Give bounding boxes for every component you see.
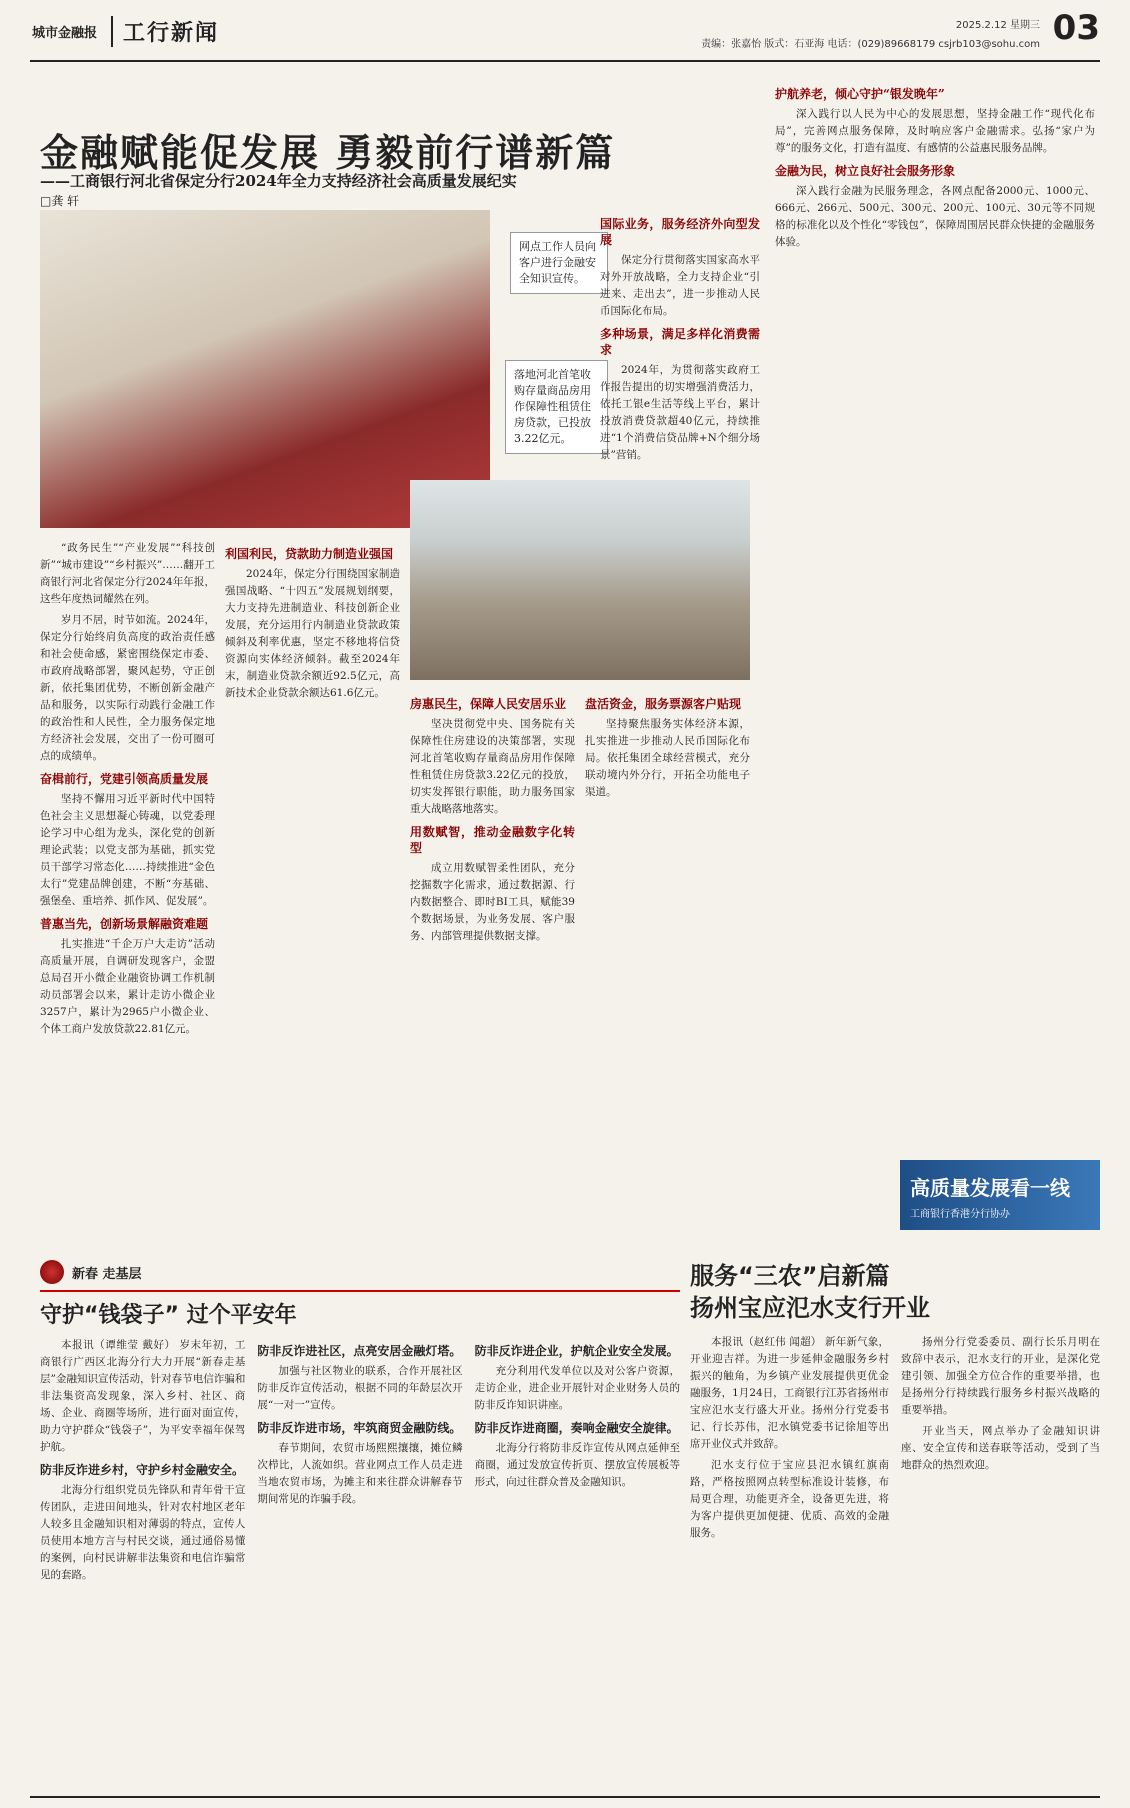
page-header-left <box>32 16 219 47</box>
branch-body <box>690 1334 1100 1546</box>
new-year-sub-4: 防非反诈进企业，护航企业安全发展。 <box>474 1344 679 1358</box>
main-headline: 金融赋能促发展 勇毅前行谱新篇 <box>40 131 616 175</box>
branch-headline-1: 服务“三农”启新篇 <box>690 1262 890 1290</box>
author: □龚 轩 <box>40 194 80 208</box>
section-title: 工行新闻 <box>111 16 219 47</box>
header-rule <box>30 60 1100 62</box>
new-year-sub-2: 防非反诈进社区，点亮安居金融灯塔。 <box>257 1344 462 1358</box>
page-number: 03 <box>1052 8 1100 48</box>
new-year-body-4: 充分利用代发单位以及对公客户资源，走访企业，进企业开展针对企业财务人员的防非反诈知识讲座。 <box>474 1365 680 1411</box>
branch-paragraph-4: 开业当天，网点举办了金融知识讲座、安全宣传和送春联等活动，受到了当地群众的热烈欢迎。 <box>901 1425 1100 1471</box>
article-branch-opening <box>690 1260 1100 1546</box>
column-far-right <box>775 80 1095 255</box>
new-year-body-2: 加强与社区物业的联系，合作开展社区防非反诈宣传活动，根据不同的年龄层次开展“一对一”宣传。 <box>257 1365 463 1411</box>
column-3 <box>410 690 575 949</box>
promo-banner <box>900 1160 1100 1230</box>
issue-date: 2025.2.12 星期三 <box>955 20 1040 31</box>
section-title-party: 奋楫前行，党建引领高质量发展 <box>40 772 209 786</box>
new-year-lead: 本报讯（谭维莹 戴好） 岁末年初，工商银行广西区北海分行大力开展“新春走基层”金融知识宣传活动，针对春节电信诈骗和非法集资高发现象，深入乡村、社区、商场、企业、商圈等场所，进行面对面宣传，助力守护群众“钱袋子”，为平安幸福年保驾护航。 <box>40 1339 246 1453</box>
footer-rule <box>30 1796 1100 1798</box>
section-body-manufacturing: 2024年，保定分行围绕国家制造强国战略、“十四五”发展规划纲要，大力支持先进制造业、科技创新企业发展，充分运用行内制造业贷款政策倾斜及利率优惠，坚定不移地将信贷资源向实体经济倾斜。截至2024年末，制造业贷款余额近92.5亿元，高新技术企业贷款余额达61.6亿元。 <box>225 568 400 699</box>
section-body-discount: 坚持聚焦服务实体经济本源，扎实推进一步推动人民币国际化布局。依托集团全球经营模式，充分联动境内外分行，开拓全功能电子渠道。 <box>585 718 750 798</box>
intro-paragraph-2: 岁月不居，时节如流。2024年，保定分行始终肩负高度的政治责任感和社会使命感，紧密围绕保定市委、市政府战略部署，聚风起势，守正创新，依托集团优势，不断创新金融产品和服务，以实际行动践行金融工作的政治性和人民性，全力服务保定地方经济社会发展，交出了一份可圈可点的成绩单。 <box>40 614 215 762</box>
intro-paragraph-1: “政务民生”“产业发展”“科技创新”“城市建设”“乡村振兴”……翻开工商银行河北省保定分行2024年年报，这些年度热词耀然在列。 <box>40 542 215 605</box>
promo-title: 高质量发展看一线 <box>910 1176 1070 1200</box>
photo-caption-1: 网点工作人员向客户进行金融安全知识宣传。 <box>510 232 608 294</box>
column-1 <box>40 540 215 1042</box>
column-4 <box>585 690 750 805</box>
section-body-housing: 坚决贯彻党中央、国务院有关保障性住房建设的决策部署，实现河北首笔收购存量商品房用作保障性租赁住房贷款3.22亿元的投放，切实发挥银行职能，助力服务国家重大战略落地落实。 <box>410 718 575 815</box>
branch-paragraph-2: 氾水支行位于宝应县氾水镇红旗南路，严格按照网点转型标准设计装修，布局更合理，功能更齐全，设备更先进，将为客户提供更加便捷、优质、高效的金融服务。 <box>690 1459 889 1539</box>
section-body-elderly: 深入践行以人民为中心的发展思想，坚持金融工作“现代化布局”，完善网点服务保障，及时响应客户金融需求。弘扬“家户为尊”的服务文化，打造有温度、有感情的公益惠民服务品牌。 <box>775 108 1095 154</box>
new-year-sub-3: 防非反诈进市场，牢筑商贸金融防线。 <box>257 1421 462 1435</box>
new-year-body-3: 春节期间，农贸市场熙熙攘攘，摊位鳞次栉比，人流如织。营业网点工作人员走进当地农贸市场，为摊主和来往群众讲解春节期间常见的诈骗手段。 <box>257 1442 463 1505</box>
section-title-digital: 用数赋智，推动金融数字化转型 <box>410 825 575 855</box>
new-year-tag <box>40 1260 680 1284</box>
section-title-discount: 盘活资金，服务票源客户贴现 <box>585 697 742 711</box>
section-body-service: 深入践行金融为民服务理念，各网点配备2000元、1000元、666元、266元、500元、300元、200元、100元、30元等不同规格的标准化以及个性化“零钱包”，保障周围居民群众快捷的金融服务体验。 <box>775 185 1095 248</box>
section-title-elderly: 护航养老，倾心守护“银发晚年” <box>775 87 945 101</box>
photo-housing <box>410 480 750 680</box>
column-right-top <box>600 210 760 468</box>
branch-headline-2: 扬州宝应氾水支行开业 <box>690 1294 930 1322</box>
new-year-label: 新春 走基层 <box>72 1266 142 1282</box>
section-title-international: 国际业务，服务经济外向型发展 <box>600 217 760 247</box>
paper-name: 城市金融报 <box>32 26 98 41</box>
section-body-digital: 成立用数赋智柔性团队，充分挖掘数字化需求，通过数据源、行内数据整合、即时BI工具，赋能39个数据场景，为业务发展、客户服务、内部管理提供数据支撑。 <box>410 862 575 942</box>
column-2 <box>225 540 400 706</box>
section-body-party: 坚持不懈用习近平新时代中国特色社会主义思想凝心铸魂，以党委理论学习中心组为龙头，深化党的创新理论武装；以党支部为基础，抓实党员干部学习常态化……持续推进“金色太行”党建品牌创建，不断“夯基础、强堡垒、重培养、抓作风、促发展”。 <box>40 793 215 907</box>
header-meta <box>701 16 1040 50</box>
section-body-inclusive: 扎实推进“千企万户大走访”活动高质量开展，自调研发现客户，金盟总局召开小微企业融资协调工作机制动员部署会以来，累计走访小微企业3257户，累计为2965户小微企业、个体工商户发放贷款22.81亿元。 <box>40 938 215 1035</box>
photo-caption-2: 落地河北首笔收购存量商品房用作保障性租赁住房贷款，已投放3.22亿元。 <box>505 360 608 454</box>
section-title-manufacturing: 利国利民，贷款助力制造业强国 <box>225 547 394 561</box>
section-body-consumption: 2024年，为贯彻落实政府工作报告提出的切实增强消费活力，依托工银e生活等线上平台，累计投放消费贷款超40亿元，持续推进“1个消费信贷品牌+N个细分场景”营销。 <box>600 364 760 461</box>
section-title-housing: 房惠民生，保障人民安居乐业 <box>410 697 567 711</box>
branch-paragraph-1: 本报讯（赵红伟 闻超） 新年新气象，开业迎吉祥。为进一步延伸金融服务乡村振兴的触角，为乡镇产业发展提供更优金融服务，1月24日，工商银行江苏省扬州市宝应氾水支行盛大开业。扬州分行党委书记、行长苏伟，氾水镇党委书记徐旭等出席开业仪式并致辞。 <box>690 1336 889 1450</box>
new-year-body-1: 北海分行组织党员先锋队和青年骨干宣传团队，走进田间地头，针对农村地区老年人较多且金融知识相对薄弱的特点，宣传人员使用本地方言与村民交谈，通过通俗易懂的案例，向村民讲解非法集资和电信诈骗常见的套路。 <box>40 1484 246 1581</box>
editor-line: 责编：张嘉怡 版式：石亚海 电话：(029)89668179 csjrb103@sohu.com <box>701 39 1040 50</box>
new-year-body-5: 北海分行将防非反诈宣传从网点延伸至商圈，通过发放宣传折页、摆放宣传展板等形式，向过往群众普及金融知识。 <box>474 1442 680 1488</box>
dragon-icon <box>40 1260 64 1284</box>
new-year-sub-5: 防非反诈进商圈，奏响金融安全旋律。 <box>474 1421 679 1435</box>
new-year-body <box>40 1337 680 1588</box>
section-body-international: 保定分行贯彻落实国家高水平对外开放战略，全力支持企业“引进来、走出去”，进一步推动人民币国际化布局。 <box>600 254 760 317</box>
new-year-sub-1: 防非反诈进乡村，守护乡村金融安全。 <box>40 1463 245 1477</box>
section-title-consumption: 多种场景，满足多样化消费需求 <box>600 327 760 357</box>
section-title-service: 金融为民，树立良好社会服务形象 <box>775 164 956 178</box>
main-subhead: ——工商银行河北省保定分行2024年全力支持经济社会高质量发展纪实 <box>40 172 517 190</box>
article-new-year <box>40 1260 680 1588</box>
article-headline-new-year: 守护“钱袋子” 过个平安年 <box>40 1290 680 1329</box>
branch-paragraph-3: 扬州分行党委委员、副行长乐月明在致辞中表示，氾水支行的开业，是深化党建引领、加强全方位合作的重要举措，也是扬州分行持续践行服务乡村振兴战略的重要举措。 <box>901 1336 1100 1416</box>
promo-subtitle: 工商银行香港分行协办 <box>910 1209 1010 1220</box>
section-title-inclusive: 普惠当先，创新场景解融资难题 <box>40 917 209 931</box>
